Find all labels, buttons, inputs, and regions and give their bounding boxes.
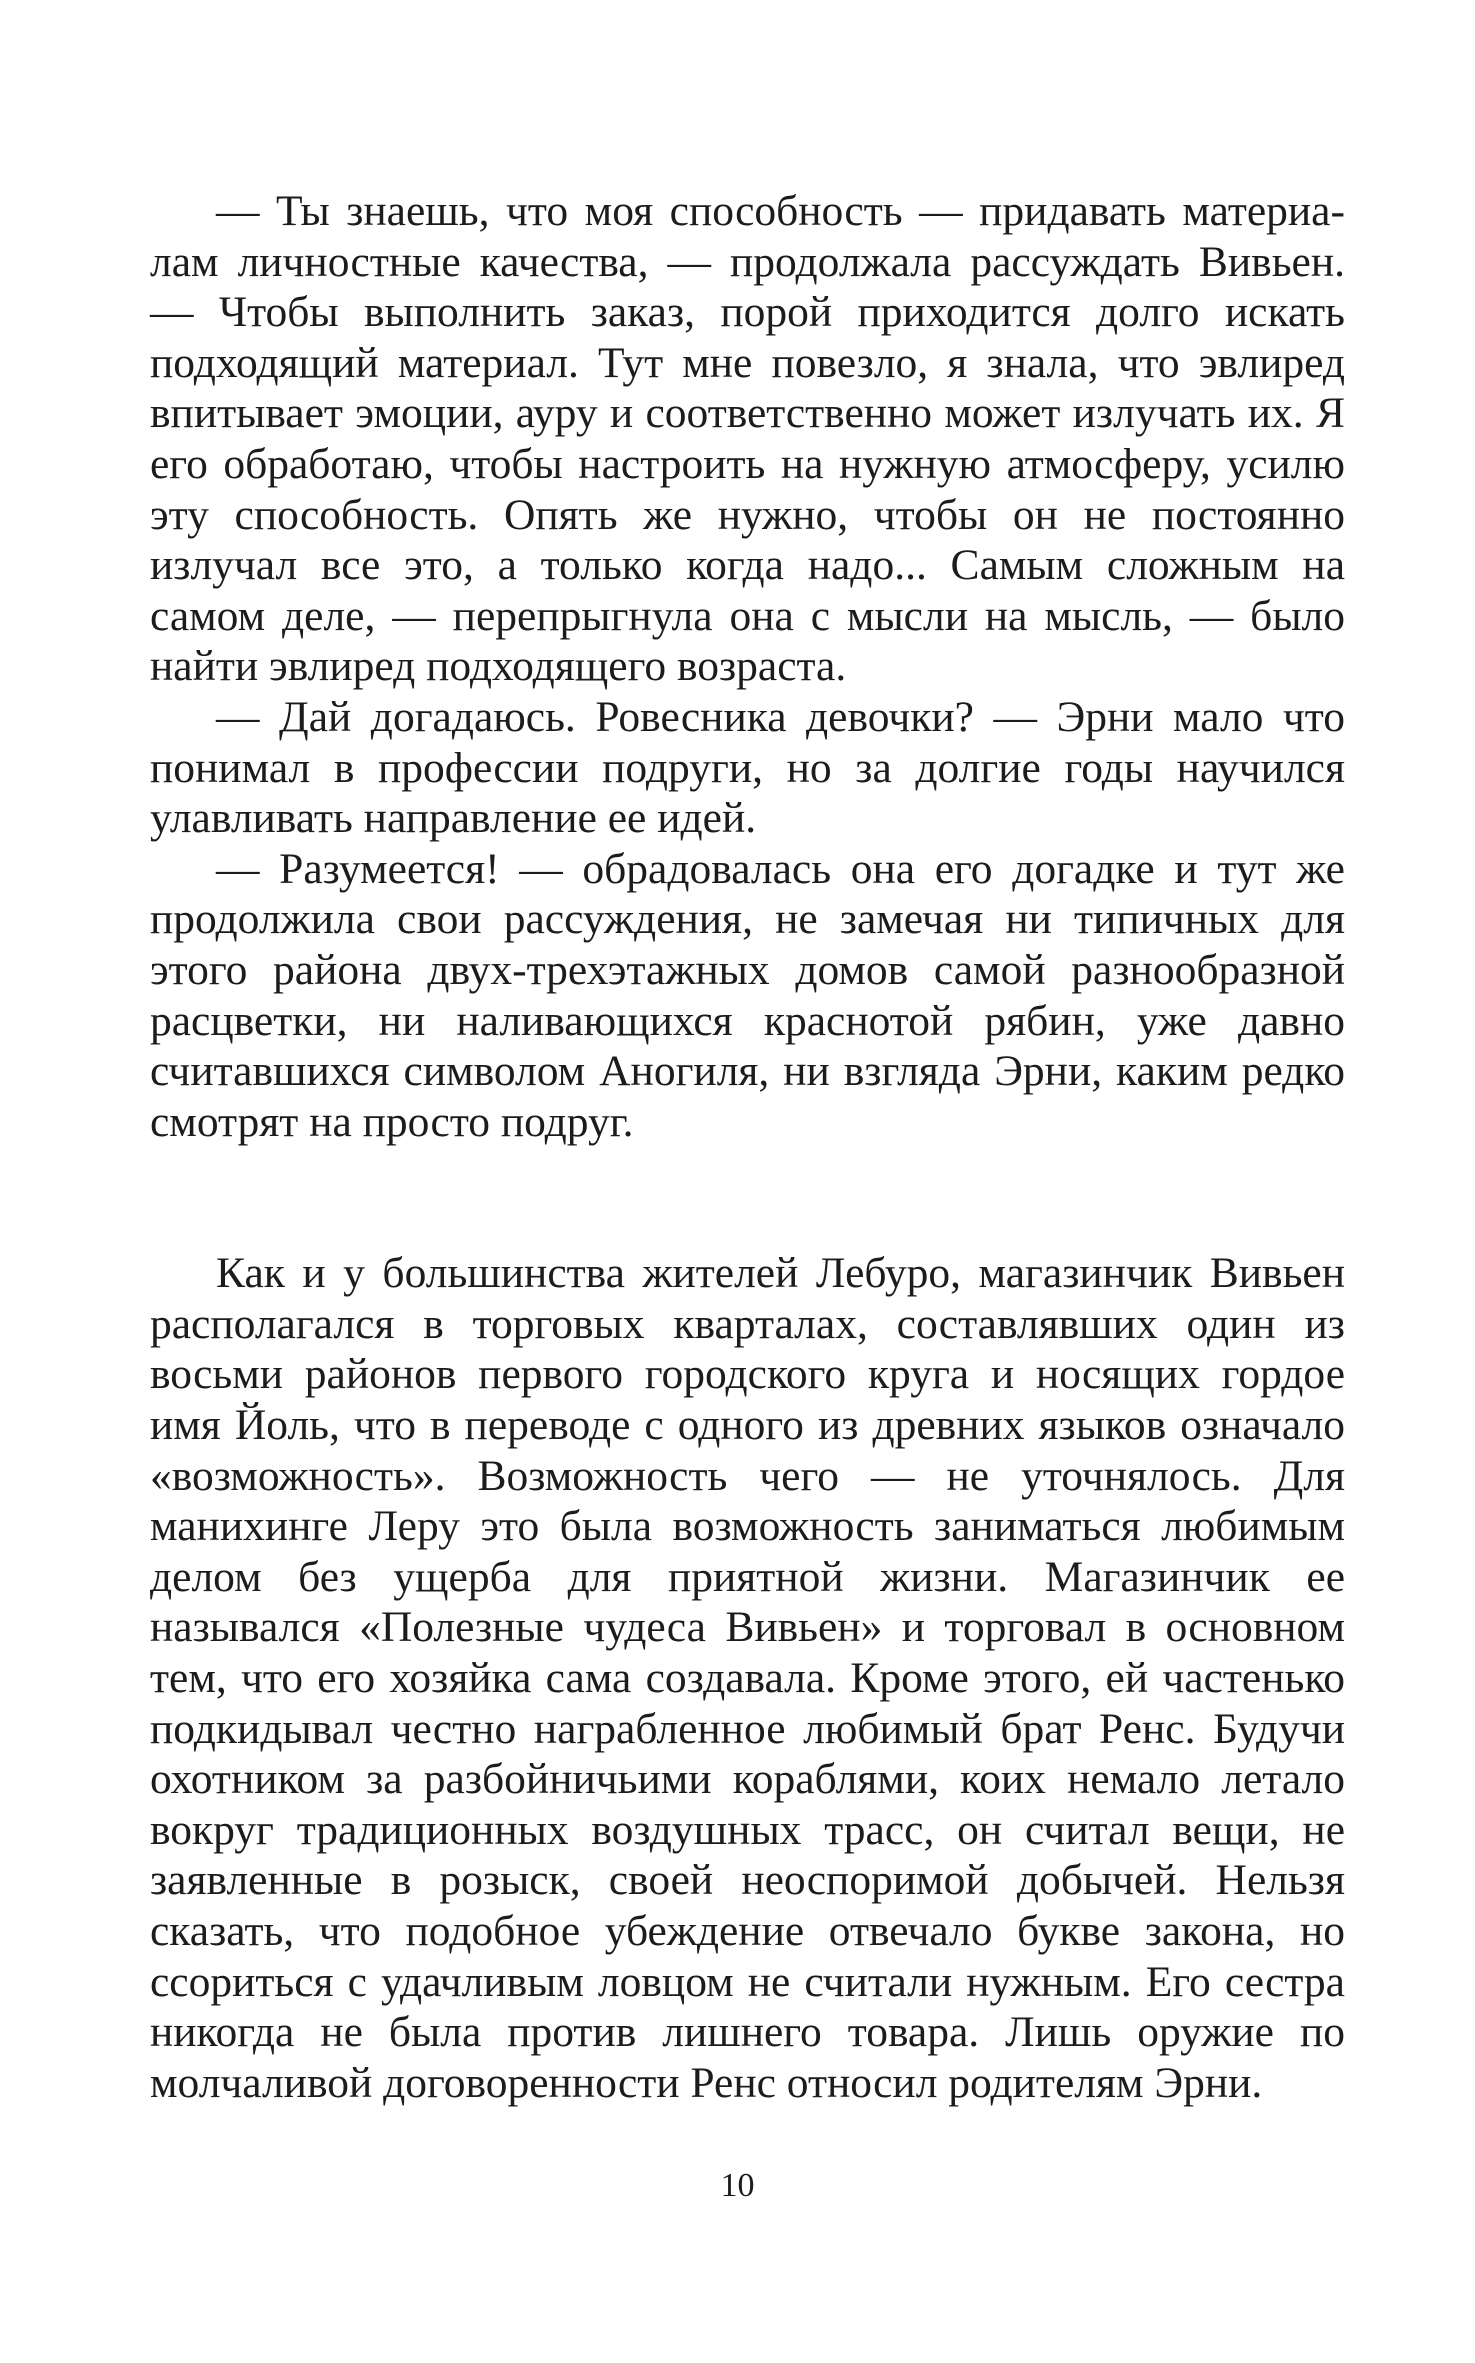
section-break bbox=[150, 1147, 1345, 1248]
paragraph: Как и у большинства жителей Лебуро, магазинчик Вивьен располагался в торговых кварталах, составлявших один из восьми районов первого городского круга и носящих гордое имя Йоль, что в переводе с одного из древних языков означало «возможность». Возможность чего — не уточнялось. Для манихинге Леру это была возможность заниматься любимым делом без ущерба для приятной жизни. Магазинчик ее назывался «Полезные чудеса Вивьен» и торговал в основном тем, что его хозяйка сама создавала. Кроме этого, ей частенько подкидывал честно награбленное любимый брат Ренс. Будучи охотником за разбойничьими кораблями, коих немало летало вокруг традиционных воздушных трасс, он считал вещи, не заявленные в розыск, своей неоспоримой добычей. Нельзя сказать, что подобное убеждение отвечало букве закона, но ссориться с удачливым ловцом не считали нужным. Его сестра никогда не была против лишнего товара. Лишь оружие по молчаливой договоренности Ренс относил родителям Эрни. bbox=[150, 1249, 1345, 2107]
page-number: 10 bbox=[720, 2167, 755, 2204]
text-section-narrative bbox=[150, 1248, 1345, 2108]
book-page bbox=[150, 186, 1345, 2108]
paragraph: — Дай догадаюсь. Ровесника девочки? — Эрни мало что понимал в профессии подруги, но за долгие годы научился улавливать направление ее идей. bbox=[150, 692, 1345, 843]
text-section-dialogue bbox=[150, 186, 1345, 1147]
paragraph: — Разумеется! — обрадовалась она его догадке и тут же продолжила свои рассуждения, не замечая ни типичных для этого района двух-трехэтажных домов самой разнообразной расцветки, ни наливающихся краснотой рябин, уже давно считавшихся символом Аногиля, ни взгляда Эрни, каким редко смотрят на просто подруг. bbox=[150, 844, 1345, 1146]
paragraph: — Ты знаешь, что моя способность — придавать материалам личностные качества, — продолжала рассуждать Вивьен. — Чтобы выполнить заказ, порой приходится долго искать подходящий материал. Тут мне повезло, я знала, что эвлиред впитывает эмоции, ауру и соответственно может излучать их. Я его обработаю, чтобы настроить на нужную атмосферу, усилю эту способность. Опять же нужно, чтобы он не постоянно излучал все это, а только когда надо... Самым сложным на самом деле, — перепрыгнула она с мысли на мысль, — было найти эвлиред подходящего возраста. bbox=[150, 187, 1345, 691]
